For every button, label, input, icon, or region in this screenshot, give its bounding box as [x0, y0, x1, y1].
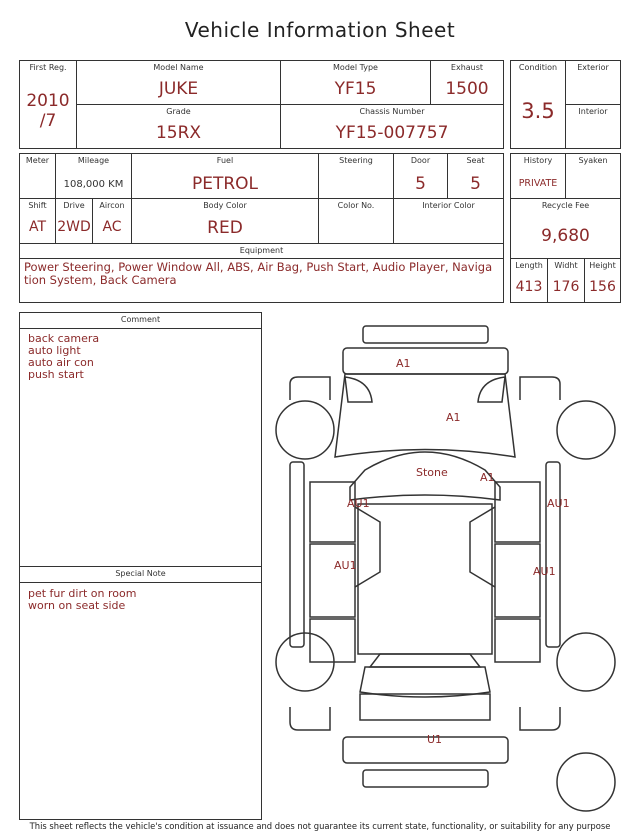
- interior-color-cell: [394, 199, 503, 244]
- damage-windshield-2: A1: [480, 471, 495, 484]
- left-front-fender-part: [290, 377, 330, 400]
- damage-left-rear-door: AU1: [334, 559, 357, 572]
- fuel-value: PETROL: [191, 174, 259, 194]
- left-rear-fender-part: [290, 707, 330, 730]
- recycle-value: 9,680: [541, 226, 590, 246]
- width-value: 176: [552, 279, 580, 295]
- recycle-cell: [511, 199, 620, 259]
- length-cell: [511, 259, 548, 302]
- basic-info-table: [19, 60, 504, 149]
- front-bumper-part: [363, 326, 488, 343]
- sheet-title: Vehicle Information Sheet: [184, 18, 456, 42]
- mileage-value: 108,000 KM: [63, 179, 124, 190]
- color-no-cell: [319, 199, 394, 244]
- right-rear-door-part: [495, 544, 540, 617]
- history-cell: [511, 154, 566, 199]
- model-type-value: YF15: [334, 79, 377, 99]
- drive-value: 2WD: [57, 219, 91, 235]
- right-front-fender-part: [520, 377, 560, 400]
- right-rear-wheel-part: [557, 633, 615, 691]
- spare-wheel-part: [557, 753, 615, 811]
- left-front-door-part: [310, 482, 355, 542]
- roof-part: [358, 504, 492, 654]
- seat-value: 5: [470, 174, 481, 194]
- model-type-cell: [281, 61, 431, 105]
- aircon-cell: [93, 199, 132, 244]
- damage-right-rear-door: AU1: [533, 565, 556, 578]
- fuel-cell: [132, 154, 319, 199]
- history-table: [510, 153, 621, 303]
- model-type-label: Model Type: [333, 63, 378, 72]
- exhaust-value: 1500: [445, 79, 489, 99]
- damage-rear-bumper: U1: [427, 733, 443, 746]
- front-grille-part: [343, 348, 508, 374]
- right-headlight-part: [478, 377, 505, 402]
- equipment-label: Equipment: [239, 246, 284, 255]
- grade-cell: [77, 105, 281, 148]
- shift-label: Shift: [28, 201, 47, 210]
- drive-cell: [56, 199, 93, 244]
- exhaust-label: Exhaust: [450, 63, 484, 72]
- chassis-label: Chassis Number: [359, 107, 425, 116]
- comment-label: Comment: [120, 315, 161, 324]
- damage-left-front-door: AU1: [347, 497, 370, 510]
- recycle-label: Recycle Fee: [541, 201, 590, 210]
- model-name-value: JUKE: [158, 79, 199, 99]
- damage-windshield: Stone: [416, 466, 448, 479]
- equipment-value: Power Steering, Power Window All, ABS, Air Bag, Push Start, Audio Player, Navigation System, Back Camera: [24, 260, 493, 287]
- right-side-rail-part: [546, 462, 560, 647]
- steering-label: Steering: [339, 156, 373, 165]
- meter-label: Meter: [25, 156, 50, 165]
- right-front-wheel-part: [557, 401, 615, 459]
- width-cell: [548, 259, 585, 302]
- syaken-cell: [566, 154, 620, 199]
- syaken-label: Syaken: [578, 156, 608, 165]
- drive-label: Drive: [63, 201, 85, 210]
- rear-panel-part: [360, 694, 490, 720]
- right-rear-quarter-part: [495, 619, 540, 662]
- damage-hood: A1: [446, 411, 461, 424]
- left-side-rail-part: [290, 462, 304, 647]
- body-color-value: RED: [207, 218, 243, 238]
- door-label: Door: [410, 156, 431, 165]
- interior-label: Interior: [578, 107, 608, 116]
- rear-bumper-part: [343, 737, 508, 763]
- width-label: Widht: [554, 261, 578, 270]
- height-label: Height: [589, 261, 616, 270]
- special-note-header: [20, 566, 261, 583]
- interior-color-label: Interior Color: [422, 201, 475, 210]
- car-diagram: [270, 322, 630, 819]
- chassis-value: YF15-007757: [335, 123, 449, 143]
- rear-step-part: [363, 770, 488, 787]
- damage-front-bumper: A1: [396, 357, 411, 370]
- color-no-label: Color No.: [337, 201, 375, 210]
- grade-label: Grade: [166, 107, 191, 116]
- condition-table: [510, 60, 621, 149]
- rear-window-part: [370, 654, 480, 667]
- comment-header: [20, 313, 261, 329]
- history-value: PRIVATE: [518, 178, 558, 189]
- first-reg-cell: [20, 61, 77, 148]
- special-note-text: pet fur dirt on room worn on seat side: [28, 587, 137, 612]
- exterior-cell: [566, 61, 620, 105]
- comment-text: back camera auto light auto air con push start: [28, 332, 100, 381]
- seat-label: Seat: [466, 156, 485, 165]
- model-name-cell: [77, 61, 281, 105]
- fuel-label: Fuel: [216, 156, 234, 165]
- history-label: History: [523, 156, 553, 165]
- grade-value: 15RX: [155, 123, 202, 143]
- condition-cell: [511, 61, 566, 148]
- exhaust-cell: [431, 61, 503, 105]
- aircon-value: AC: [102, 219, 122, 235]
- left-rear-door-part: [310, 544, 355, 617]
- chassis-cell: [281, 105, 503, 148]
- mileage-cell: [56, 154, 132, 199]
- meter-cell: [20, 154, 56, 199]
- first-reg-label: First Reg.: [29, 63, 67, 72]
- left-rear-quarter-part: [310, 619, 355, 662]
- shift-cell: [20, 199, 56, 244]
- equipment-label-cell: [20, 244, 503, 259]
- specs-table: [19, 153, 504, 303]
- model-name-label: Model Name: [153, 63, 204, 72]
- door-cell: [394, 154, 448, 199]
- trunk-part: [360, 667, 490, 697]
- condition-label: Condition: [518, 63, 558, 72]
- body-color-label: Body Color: [203, 201, 247, 210]
- body-color-cell: [132, 199, 319, 244]
- comment-box: [19, 312, 262, 820]
- hood-part: [335, 374, 515, 457]
- special-note-label: Special Note: [115, 569, 166, 578]
- first-reg-value: 2010 /7: [26, 91, 70, 131]
- length-label: Length: [515, 261, 543, 270]
- height-value: 156: [589, 279, 616, 295]
- aircon-label: Aircon: [99, 201, 125, 210]
- door-value: 5: [415, 174, 426, 194]
- mileage-label: Mileage: [77, 156, 110, 165]
- shift-value: AT: [28, 219, 47, 235]
- condition-score: 3.5: [521, 99, 555, 123]
- steering-cell: [319, 154, 394, 199]
- length-value: 413: [515, 279, 543, 295]
- right-rear-fender-part: [520, 707, 560, 730]
- exterior-label: Exterior: [577, 63, 609, 72]
- disclaimer-footer: This sheet reflects the vehicle's condition at issuance and does not guarantee its current state, functionality, or suitability for any purpose: [29, 821, 611, 831]
- seat-cell: [448, 154, 503, 199]
- left-front-wheel-part: [276, 401, 334, 459]
- damage-right-front-door: AU1: [547, 497, 570, 510]
- interior-cell: [566, 105, 620, 148]
- right-front-door-part: [495, 482, 540, 542]
- left-headlight-part: [345, 377, 372, 402]
- height-cell: [585, 259, 620, 302]
